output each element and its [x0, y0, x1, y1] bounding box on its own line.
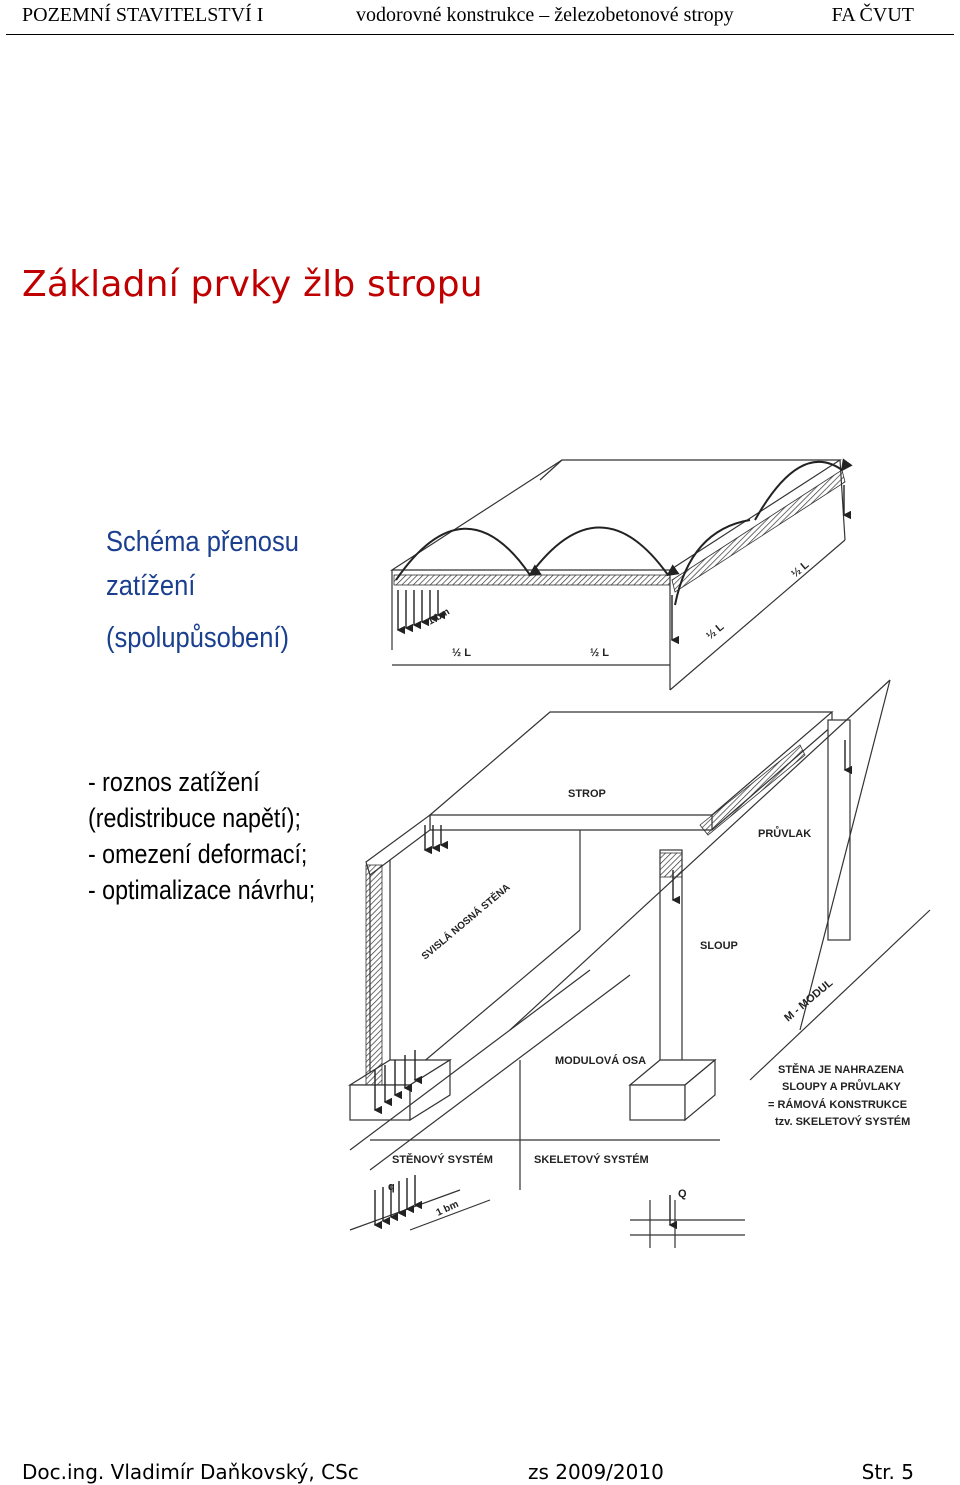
modulova-osa-label: MODULOVÁ OSA: [555, 1055, 647, 1067]
note-line-2: SLOUPY A PRŮVLAKY: [782, 1081, 901, 1093]
m-modul-label: M - MODUL: [782, 977, 836, 1025]
bullet-item: - omezení deformací;: [88, 839, 308, 869]
top-slab-hatch: [394, 575, 670, 585]
column-head-hatch: [660, 853, 682, 877]
wall-hatch: [366, 865, 382, 1085]
bullet-list: [88, 764, 315, 908]
sloup-label: SLOUP: [700, 940, 738, 952]
note-line-1: STĚNA JE NAHRAZENA: [778, 1064, 905, 1076]
stenovy-system-label: STĚNOVÝ SYSTÉM: [392, 1154, 493, 1166]
strop-label: STROP: [568, 788, 606, 800]
header-topic: vodorovné konstrukce – železobetonové stropy: [356, 4, 734, 26]
slab-strop: [430, 712, 832, 815]
column-front: [660, 850, 682, 1070]
note-line-4: tzv. SKELETOVÝ SYSTÉM: [775, 1116, 911, 1128]
schema-caption: [106, 520, 299, 660]
q-label: q: [388, 1181, 395, 1193]
structural-diagram: [330, 430, 950, 1270]
skeletovy-system-label: SKELETOVÝ SYSTÉM: [534, 1154, 649, 1166]
bullet-item: (redistribuce napětí);: [88, 803, 301, 833]
frame-group: [350, 680, 930, 1190]
schema-line: zatížení: [106, 570, 196, 602]
footer-author: Doc.ing. Vladimír Daňkovský, CSc: [22, 1460, 359, 1484]
note-line-3: = RÁMOVÁ KONSTRUKCE: [768, 1099, 908, 1111]
one-bm-top-label: 1 bm: [426, 606, 452, 628]
header-course: POZEMNÍ STAVITELSTVÍ I: [22, 4, 264, 26]
pruvlak-label: PRŮVLAK: [758, 828, 812, 840]
schema-line: Schéma přenosu: [106, 526, 299, 558]
half-l-label-2: ½ L: [590, 647, 609, 659]
wall-label: SVISLÁ NOSNÁ STĚNA: [419, 882, 513, 963]
half-l-label-3: ½ L: [704, 620, 727, 643]
header-school: FA ČVUT: [831, 4, 914, 26]
half-l-label-1: ½ L: [452, 647, 471, 659]
bullet-item: - optimalizace návrhu;: [88, 875, 316, 905]
footer-semester: zs 2009/2010: [528, 1460, 664, 1484]
footer-page-number: Str. 5: [861, 1460, 914, 1484]
page-header: [0, 0, 960, 34]
half-l-label-4: ½ L: [789, 558, 812, 581]
page-title: Základní prvky žlb stropu: [22, 264, 483, 305]
schema-line: (spolupůsobení): [106, 622, 290, 654]
one-bm-bottom-label: 1 bm: [434, 1198, 461, 1219]
bottom-load-arrows: [375, 1175, 670, 1225]
header-rule: [6, 34, 954, 35]
big-q-label: Q: [678, 1188, 687, 1200]
bullet-item: - roznos zatížení: [88, 767, 260, 797]
